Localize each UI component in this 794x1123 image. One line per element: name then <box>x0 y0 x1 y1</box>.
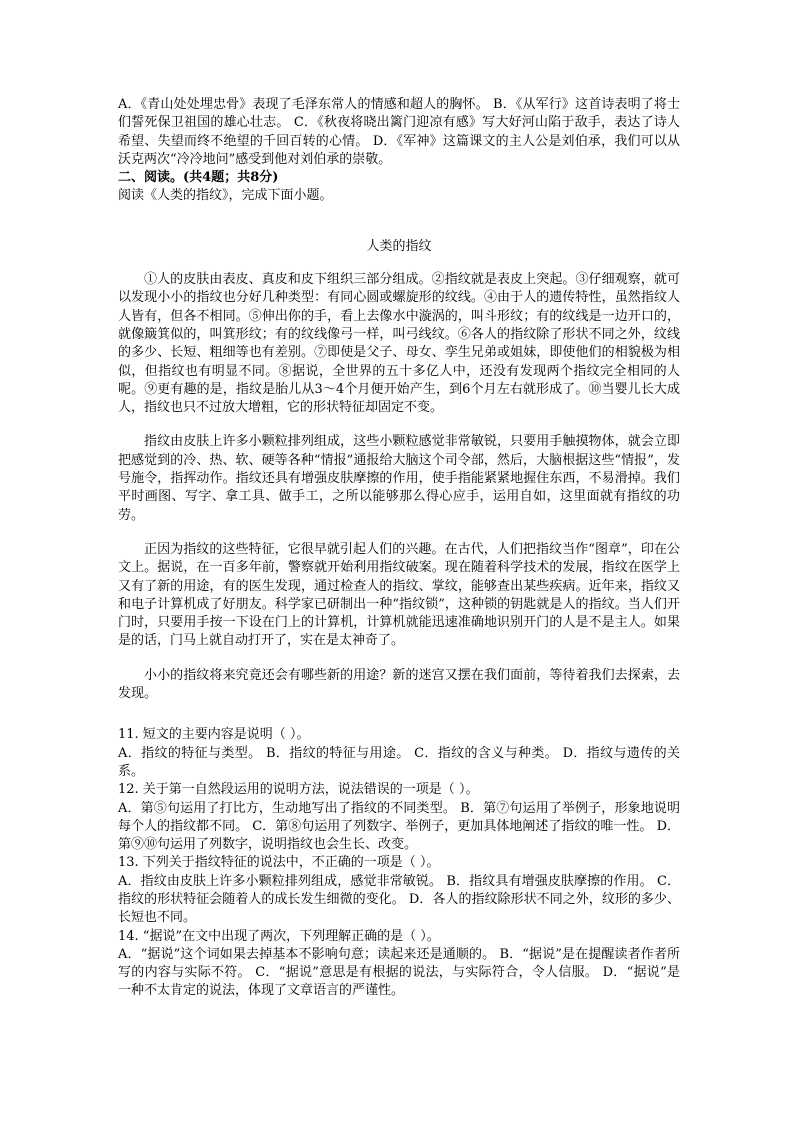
question-12-options: A．第⑤句运用了打比方，生动地写出了指纹的不同类型。 B．第⑦句运用了举例子，形象地说明每个人的指纹都不同。 C．第⑧句运用了列数字、举例子，更加具体地阐述了指纹的唯一性。 D．第⑨⑩句运用了列数字，说明指纹也会生长、改变。 <box>118 800 680 853</box>
question-14-options: A．“据说”这个词如果去掉基本不影响句意；读起来还是通顺的。 B．“据说”是在提醒读者作者所写的内容与实际不符。 C．“据说”意思是有根据的说法，与实际符合，令人信服。 D．“据说”是一种不太肯定的说法，体现了文章语言的严谨性。 <box>118 946 681 999</box>
article-paragraph-3: 正因为指纹的这些特征，它很早就引起人们的兴趣。在古代，人们把指纹当作“图章”，印在公文上。据说，在一百多年前，警察就开始利用指纹破案。现在随着科学技术的发展，指纹在医学上又有了新的用途，有的医生发现，通过检查人的指纹、掌纹，能够查出某些疾病。近年来，指纹又和电子计算机成了好朋友。科学家已研制出一种“指纹锁”，这种锁的钥匙就是人的指纹。当人们开门时，只要用手按一下设在门上的计算机，计算机就能迅速准确地识别开门的人是不是主人。如果是的话，门马上就自动打开了，实在是太神奇了。 <box>118 541 680 649</box>
question-11-options: A．指纹的特征与类型。 B．指纹的特征与用途。 C．指纹的含义与种类。 D．指纹与遗传的关系。 <box>118 745 680 779</box>
reading-instruction: 阅读《人类的指纹》，完成下面小题。 <box>118 188 333 204</box>
article-paragraph-1: ①人的皮肤由表皮、真皮和皮下组织三部分组成。②指纹就是表皮上突起。③仔细观察，就可以发现小小的指纹也分好几种类型：有同心圆或螺旋形的纹线。④由于人的遗传特性，虽然指纹人人皆有，但各不相同。⑤伸出你的手，看上去像水中漩涡的，叫斗形纹；有的纹线是一边开口的，就像簸箕似的，叫箕形纹；有的纹线像弓一样，叫弓线纹。⑥各人的指纹除了形状不同之外，纹线的多少、长短、粗细等也有差别。⑦即使是父子、母女、孪生兄弟或姐妹，即使他们的相貌极为相似，但指纹也有明显不同。⑧据说，全世界的五十多亿人中，还没有发现两个指纹完全相同的人呢。⑨更有趣的是，指纹是胎儿从3～4个月便开始产生，到6个月左右就形成了。⑩当婴儿长大成人，指纹也只不过放大增粗，它的形状特征却固定不变。 <box>118 272 680 416</box>
article-paragraph-2: 指纹由皮肤上许多小颗粒排列组成，这些小颗粒感觉非常敏锐，只要用手触摸物体，就会立即把感觉到的冷、热、软、硬等各种“情报”通报给大脑这个司令部，然后，大脑根据这些“情报”，发号施令，指挥动作。指纹还具有增强皮肤摩擦的作用，使手指能紧紧地握住东西，不易滑掉。我们平时画图、写字、拿工具、做手工，之所以能够那么得心应手，运用自如，这里面就有指纹的功劳。 <box>118 434 680 523</box>
question-list <box>118 726 680 1000</box>
question-11-stem: 11. 短文的主要内容是说明（ ）。 <box>118 727 310 743</box>
question-13-stem: 13. 下列关于指纹特征的说法中，不正确的一项是（ ）。 <box>118 855 440 871</box>
article-paragraph-4: 小小的指纹将来究竟还会有哪些新的用途？新的迷宫又摆在我们面前，等待着我们去探索，去发现。 <box>118 667 680 702</box>
question-14-stem: 14. “据说”在文中出现了两次，下列理解正确的是（ ）。 <box>118 928 440 944</box>
question-12-stem: 12. 关于第一自然段运用的说明方法，说法错误的一项是（ ）。 <box>118 782 479 798</box>
document-page <box>118 96 680 1001</box>
section-heading: 二、阅读。(共4题；共8分) <box>118 170 279 186</box>
article-title: 人类的指纹 <box>366 238 432 254</box>
question-13-options: A．指纹由皮肤上许多小颗粒排列组成，感觉非常敏锐。 B．指纹具有增强皮肤摩擦的作用。 C．指纹的形状特征会随着人的成长发生细微的变化。 D．各人的指纹除形状不同之外，纹形的多少、长短也不同。 <box>118 873 680 926</box>
previous-question-options: A．《青山处处埋忠骨》表现了毛泽东常人的情感和超人的胸怀。 B．《从军行》这首诗表明了将士们誓死保卫祖国的雄心壮志。 C．《秋夜将晓出篱门迎凉有感》写大好河山陷于敌手，表达了诗人希望、失望而终不绝望的千回百转的心情。 D．《军神》这篇课文的主人公是刘伯承，我们可以从沃克两次“冷冷地问”感受到他对刘伯承的崇敬。 <box>118 97 680 167</box>
